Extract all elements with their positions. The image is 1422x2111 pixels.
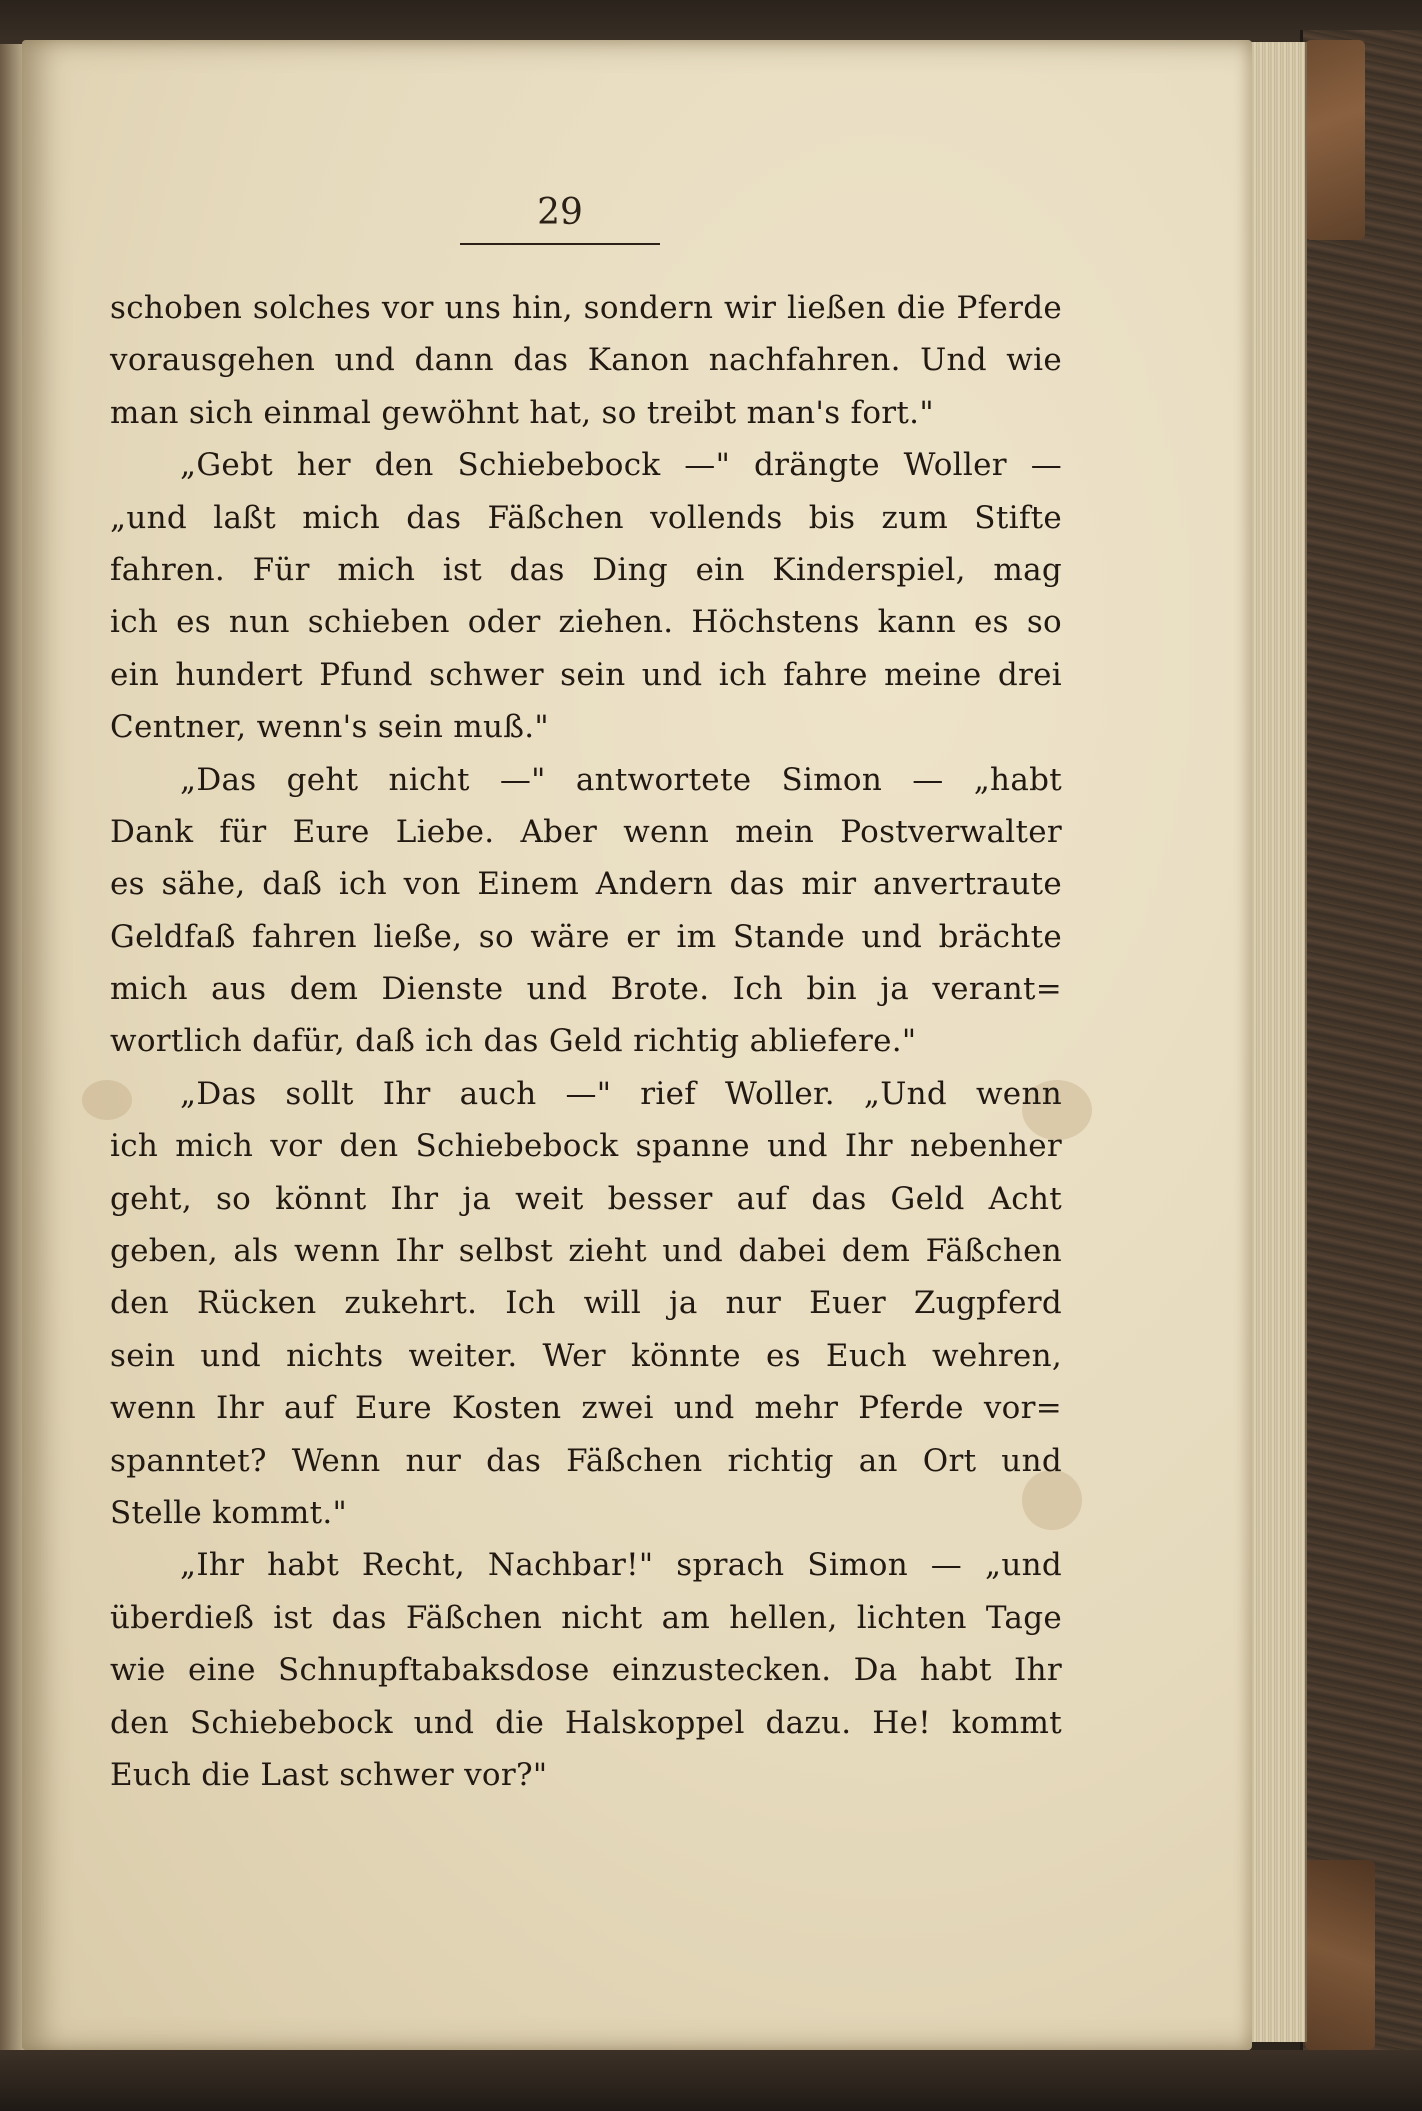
text-line: ich mich vor den Schiebebock spanne und Ihr nebenher [110, 1128, 1062, 1165]
text-line: den Schiebebock und die Halskoppel dazu. He! kommt [110, 1704, 1062, 1741]
text-line: Stelle kommt." [110, 1494, 348, 1531]
text-line: vorausgehen und dann das Kanon nachfahren. Und wie [110, 342, 1062, 379]
text-line: „Ihr habt Recht, Nachbar!" sprach Simon — „und [180, 1547, 1062, 1584]
book-cover-spine-edge [1300, 30, 1422, 2080]
text-line: spanntet? Wenn nur das Fäßchen richtig an Ort und [110, 1442, 1062, 1479]
text-line: ein hundert Pfund schwer sein und ich fahre meine drei [110, 656, 1062, 693]
leather-corner-bottom [1305, 1860, 1375, 2050]
text-line: „und laßt mich das Fäßchen vollends bis zum Stifte [110, 499, 1062, 536]
text-line: geht, so könnt Ihr ja weit besser auf das Geld Acht [110, 1180, 1062, 1217]
text-line: fahren. Für mich ist das Ding ein Kinderspiel, mag [110, 551, 1062, 588]
text-line: es sähe, daß ich von Einem Andern das mir anvertraute [110, 866, 1062, 903]
text-line: den Rücken zukehrt. Ich will ja nur Euer Zugpferd [110, 1285, 1062, 1322]
text-line: schoben solches vor uns hin, sondern wir ließen die Pferde [110, 290, 1062, 326]
text-line: wortlich dafür, daß ich das Geld richtig abliefere." [110, 1023, 917, 1060]
page-edges [1245, 42, 1307, 2042]
text-line: „Gebt her den Schiebebock —" drängte Woller — [180, 447, 1062, 484]
text-line: man sich einmal gewöhnt hat, so treibt man's fort." [110, 394, 934, 431]
text-line: Geldfaß fahren ließe, so wäre er im Stande und brächte [110, 918, 1062, 955]
text-line: Centner, wenn's sein muß." [110, 709, 549, 746]
page-number: 29 [537, 192, 583, 233]
text-line: Dank für Eure Liebe. Aber wenn mein Postverwalter [110, 813, 1062, 850]
text-line: „Das geht nicht —" antwortete Simon — „habt [180, 761, 1062, 798]
header-rule [460, 243, 660, 245]
text-line: geben, als wenn Ihr selbst zieht und dabei dem Fäßchen [110, 1233, 1062, 1270]
book-cover-bottom [0, 2050, 1422, 2111]
text-line: sein und nichts weiter. Wer könnte es Euch wehren, [110, 1337, 1062, 1374]
text-line: wie eine Schnupftabaksdose einzustecken. Da habt Ihr [110, 1652, 1062, 1689]
leather-corner-top [1305, 40, 1365, 240]
text-line: mich aus dem Dienste und Brote. Ich bin ja verant= [110, 971, 1062, 1008]
text-line: wenn Ihr auf Eure Kosten zwei und mehr Pferde vor= [110, 1390, 1062, 1427]
text-line: Euch die Last schwer vor?" [110, 1756, 548, 1793]
text-line: ich es nun schieben oder ziehen. Höchstens kann es so [110, 604, 1062, 641]
text-line: überdieß ist das Fäßchen nicht am hellen, lichten Tage [110, 1599, 1062, 1636]
body-text [110, 282, 1062, 1801]
text-line: „Das sollt Ihr auch —" rief Woller. „Und wenn [180, 1075, 1062, 1112]
